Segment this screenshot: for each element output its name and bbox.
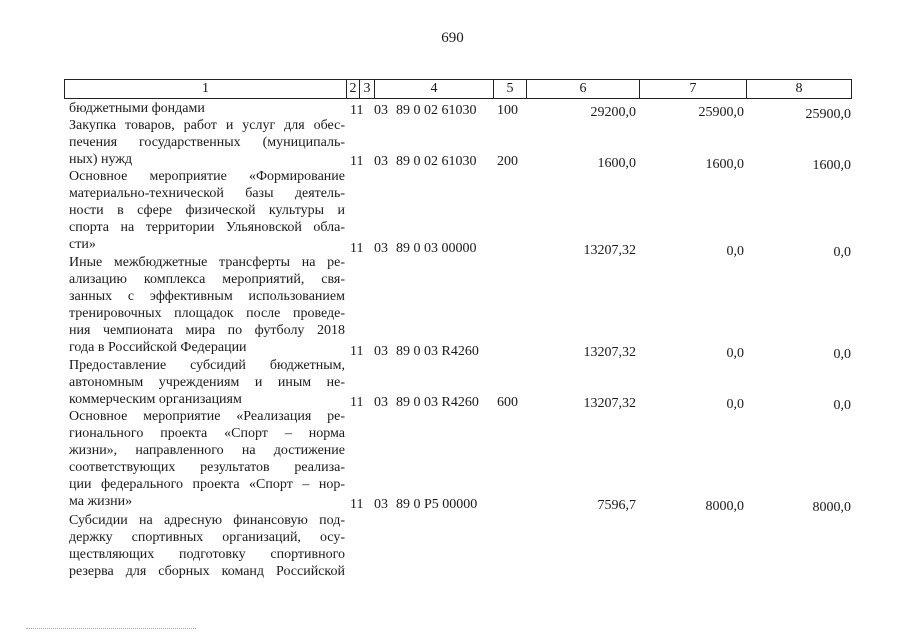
value-col-7: 0,0 — [726, 346, 744, 361]
description-line: года в Российской Федерации — [69, 340, 247, 356]
csr-code: 89 0 03 R4260 — [396, 395, 479, 410]
description-line: печения государственных (муниципаль- — [69, 135, 345, 151]
vr-code: 200 — [497, 154, 518, 169]
value-col-6: 13207,32 — [583, 345, 636, 360]
razdel-code: 11 — [350, 395, 364, 410]
value-col-8: 0,0 — [833, 398, 851, 413]
value-col-7: 0,0 — [726, 244, 744, 259]
description-line: материально-технической базы деятель- — [69, 186, 345, 202]
description-line: коммерческим организациям — [69, 392, 242, 408]
description-line: гионального проекта «Спорт – норма — [69, 426, 345, 442]
description-line: Иные межбюджетные трансферты на ре- — [69, 255, 345, 270]
header-col-3: 3 — [359, 79, 375, 99]
description-line: ществляющих подготовку спортивного — [69, 547, 345, 563]
csr-code: 89 0 P5 00000 — [396, 497, 478, 512]
description-line: ния чемпионата мира по футболу 2018 — [69, 323, 345, 339]
header-col-5: 5 — [493, 79, 527, 99]
description-line: сти» — [69, 237, 96, 253]
description-line: Субсидии на адресную финансовую под- — [69, 513, 345, 528]
description-line: Основное мероприятие «Реализация ре- — [69, 409, 345, 424]
razdel-code: 11 — [350, 497, 364, 512]
description-line: соответствующих результатов реализа- — [69, 460, 345, 476]
value-col-7: 8000,0 — [705, 499, 744, 514]
description-line: ализацию комплекса мероприятий, свя- — [69, 272, 345, 288]
value-col-8: 0,0 — [833, 245, 851, 260]
description-line: резерва для сборных команд Российской — [69, 564, 345, 580]
vr-code: 100 — [497, 103, 518, 118]
value-col-6: 13207,32 — [583, 396, 636, 411]
description-line: Закупка товаров, работ и услуг для обес- — [69, 118, 345, 133]
header-col-6: 6 — [526, 79, 640, 99]
value-col-7: 0,0 — [726, 397, 744, 412]
value-col-8: 8000,0 — [812, 500, 851, 515]
description-line: ных) нужд — [69, 152, 133, 168]
description-line: ности в сфере физической культуры и — [69, 203, 345, 219]
header-col-1: 1 — [64, 79, 347, 99]
table-row-description — [69, 254, 345, 357]
value-col-8: 1600,0 — [812, 158, 851, 173]
podrazdel-code: 03 — [374, 497, 388, 512]
podrazdel-code: 03 — [374, 154, 388, 169]
description-line: тренировочных площадок после проведе- — [69, 306, 345, 322]
value-col-6: 1600,0 — [597, 156, 636, 171]
description-line: держку спортивных организаций, осу- — [69, 530, 345, 546]
table-row-description — [69, 100, 345, 117]
table-row-description — [69, 117, 345, 168]
vr-code: 600 — [497, 395, 518, 410]
value-col-6: 13207,32 — [583, 243, 636, 258]
value-col-7: 25900,0 — [698, 105, 744, 120]
razdel-code: 11 — [350, 103, 364, 118]
value-col-6: 29200,0 — [590, 105, 636, 120]
header-col-8: 8 — [746, 79, 852, 99]
description-line: спорта на территории Ульяновской обла- — [69, 220, 345, 236]
description-line: Основное мероприятие «Формирование — [69, 169, 345, 184]
csr-code: 89 0 02 61030 — [396, 154, 477, 169]
value-col-6: 7596,7 — [597, 498, 636, 513]
value-col-8: 0,0 — [833, 347, 851, 362]
table-row-description — [69, 357, 345, 408]
podrazdel-code: 03 — [374, 395, 388, 410]
table-row-description — [69, 512, 345, 580]
header-col-4: 4 — [374, 79, 494, 99]
podrazdel-code: 03 — [374, 344, 388, 359]
description-line: автономным учреждениям и иным не- — [69, 375, 345, 391]
table-row-description — [69, 408, 345, 511]
description-line: бюджетными фондами — [69, 101, 205, 116]
description-line: занных с эффективным использованием — [69, 289, 345, 305]
description-line: ма жизни» — [69, 494, 133, 510]
podrazdel-code: 03 — [374, 241, 388, 256]
description-line: Предоставление субсидий бюджетным, — [69, 358, 345, 373]
header-col-2: 2 — [346, 79, 360, 99]
description-line: жизни», направленного на достижение — [69, 443, 345, 459]
description-line: ции федерального проекта «Спорт – нор- — [69, 477, 345, 493]
bottom-rule — [26, 628, 196, 629]
csr-code: 89 0 03 R4260 — [396, 344, 479, 359]
table-row-description — [69, 168, 345, 253]
csr-code: 89 0 02 61030 — [396, 103, 477, 118]
razdel-code: 11 — [350, 241, 364, 256]
value-col-8: 25900,0 — [805, 107, 851, 122]
page-number: 690 — [441, 30, 464, 46]
podrazdel-code: 03 — [374, 103, 388, 118]
razdel-code: 11 — [350, 154, 364, 169]
razdel-code: 11 — [350, 344, 364, 359]
header-col-7: 7 — [639, 79, 747, 99]
csr-code: 89 0 03 00000 — [396, 241, 477, 256]
value-col-7: 1600,0 — [705, 157, 744, 172]
